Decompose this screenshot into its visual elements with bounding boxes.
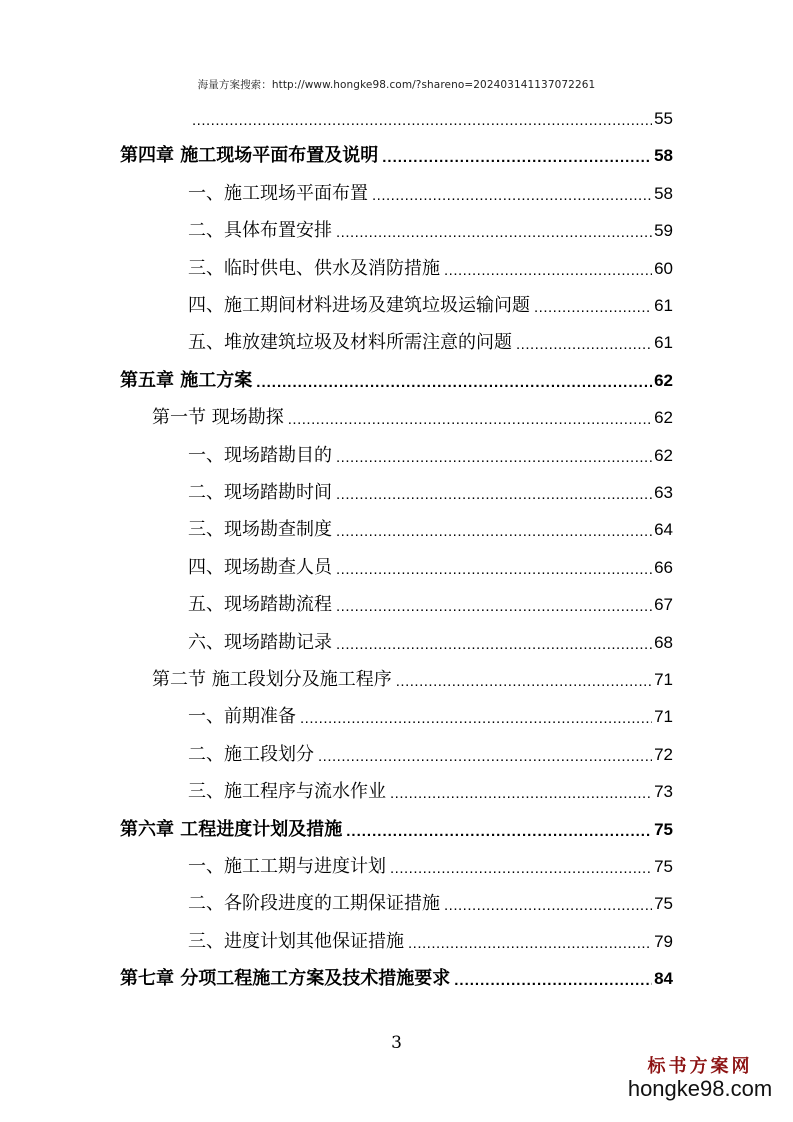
toc-entry[interactable]: [120, 966, 673, 992]
toc-entry-title: 二、现场踏勘时间: [188, 482, 332, 503]
toc-entry[interactable]: [188, 891, 673, 917]
toc-entry-title: 六、现场踏勘记录: [188, 631, 332, 653]
toc-dot-leader: [408, 933, 652, 955]
toc-dot-leader: [336, 222, 652, 244]
toc-entry[interactable]: [188, 181, 673, 207]
toc-entry-title: 二、具体布置安排: [188, 220, 332, 242]
toc-dot-leader: [336, 447, 652, 469]
toc-entry-title: 四、现场勘查人员: [188, 556, 332, 578]
toc-entry[interactable]: [188, 555, 673, 581]
toc-entry[interactable]: [152, 405, 673, 431]
page-header-url: 海量方案搜索：http://www.hongke98.com/?shareno=2024031411370722​61: [197, 79, 596, 91]
toc-entry-page: 71: [654, 670, 673, 689]
logo-chinese-text: 标书方案网: [647, 1056, 753, 1077]
toc-dot-leader: [534, 297, 652, 319]
toc-entry-title: 三、现场勘查制度: [188, 519, 332, 541]
toc-entry-title: 二、各阶段进度的工期保证措施: [188, 893, 440, 915]
site-logo-watermark: [625, 1052, 775, 1102]
toc-entry-title: 一、现场踏勘目的: [188, 444, 332, 466]
toc-entry-title: 第一节 现场勘探: [152, 407, 284, 429]
toc-entry-page: 62: [654, 445, 673, 465]
toc-entry[interactable]: [188, 517, 673, 543]
toc-dot-leader: [390, 783, 652, 805]
toc-entry-title: 第二节 施工段划分及施工程序: [152, 669, 392, 690]
toc-dot-leader: [346, 821, 652, 843]
toc-entry-title: 四、施工期间材料进场及建筑垃圾运输问题: [188, 295, 530, 316]
toc-entry[interactable]: [120, 817, 673, 843]
toc-entry[interactable]: [188, 330, 673, 356]
toc-entry-title: 三、施工程序与流水作业: [188, 781, 386, 803]
toc-dot-leader: [336, 521, 652, 543]
toc-entry-page: 59: [654, 221, 673, 241]
toc-dot-leader: [390, 858, 652, 880]
toc-entry-title: 一、施工工期与进度计划: [188, 856, 386, 877]
toc-entry[interactable]: [188, 592, 673, 618]
toc-entry-page: 61: [654, 333, 673, 353]
toc-entry-page: 61: [654, 296, 673, 315]
toc-entry-page: 71: [654, 707, 673, 727]
toc-entry-title: 五、堆放建筑垃圾及材料所需注意的问题: [188, 332, 512, 354]
toc-entry-title: 第四章 施工现场平面布置及说明: [120, 145, 379, 167]
toc-entry-page: 66: [654, 557, 673, 577]
toc-dot-leader: [382, 147, 652, 169]
toc-entry[interactable]: [188, 256, 673, 282]
toc-entry[interactable]: [188, 854, 673, 880]
toc-dot-leader: [336, 559, 652, 581]
toc-entry[interactable]: [152, 667, 673, 693]
toc-entry[interactable]: [188, 106, 673, 132]
toc-entry[interactable]: [120, 368, 673, 394]
toc-entry-title: 一、前期准备: [188, 706, 296, 728]
toc-entry-title: 五、现场踏勘流程: [188, 594, 332, 616]
toc-entry-title: 三、临时供电、供水及消防措施: [188, 257, 440, 279]
toc-entry[interactable]: [188, 630, 673, 656]
logo-domain-text: hongke98.com: [627, 1076, 773, 1101]
toc-dot-leader: [336, 634, 652, 656]
toc-entry[interactable]: [188, 218, 673, 244]
toc-entry[interactable]: [188, 480, 673, 506]
toc-dot-leader: [516, 334, 652, 356]
toc-entry-page: 84: [654, 969, 673, 989]
toc-entry-page: 75: [654, 894, 673, 914]
toc-entry[interactable]: [188, 293, 673, 319]
toc-entry-page: 75: [654, 857, 673, 876]
toc-entry-page: 60: [654, 258, 673, 278]
toc-entry-page: 75: [654, 819, 673, 839]
toc-entry-title: 三、进度计划其他保证措施: [188, 930, 404, 952]
toc-dot-leader: [444, 260, 652, 282]
toc-dot-leader: [336, 596, 652, 618]
toc-dot-leader: [300, 708, 652, 730]
toc-dot-leader: [372, 185, 652, 207]
toc-entry-title: 第七章 分项工程施工方案及技术措施要求: [120, 968, 451, 990]
toc-entry-page: 67: [654, 595, 673, 615]
toc-entry[interactable]: [188, 742, 673, 768]
toc-entry[interactable]: [188, 443, 673, 469]
toc-entry-page: 68: [654, 632, 673, 652]
toc-entry-page: 58: [654, 183, 673, 203]
toc-entry-page: 58: [654, 146, 673, 166]
toc-entry-page: 64: [654, 520, 673, 540]
toc-entry-title: 第六章 工程进度计划及措施: [120, 818, 343, 840]
toc-entry-page: 79: [654, 931, 673, 951]
toc-entry[interactable]: [120, 143, 673, 169]
toc-entry[interactable]: [188, 779, 673, 805]
toc-entry-page: 62: [654, 408, 673, 428]
toc-entry[interactable]: [188, 704, 673, 730]
toc-dot-leader: [454, 970, 652, 992]
toc-dot-leader: [336, 484, 652, 506]
toc-entry-title: 二、施工段划分: [188, 743, 314, 765]
toc-entry-page: 72: [654, 744, 673, 764]
toc-dot-leader: [288, 409, 652, 431]
toc-dot-leader: [256, 372, 652, 394]
toc-entry-title: 第五章 施工方案: [120, 369, 253, 391]
toc-dot-leader: [396, 671, 652, 693]
toc-entry-page: 73: [654, 782, 673, 802]
toc-entry[interactable]: [188, 929, 673, 955]
page-number: 3: [391, 1033, 402, 1053]
toc-entry-title: 一、施工现场平面布置: [188, 182, 368, 204]
toc-entry-page: 62: [654, 370, 673, 390]
toc-entry-page: 55: [654, 109, 673, 128]
toc-dot-leader: [444, 895, 652, 917]
toc-dot-leader: [318, 746, 652, 768]
toc-entry-page: 63: [654, 483, 673, 502]
toc-dot-leader: [192, 110, 652, 132]
